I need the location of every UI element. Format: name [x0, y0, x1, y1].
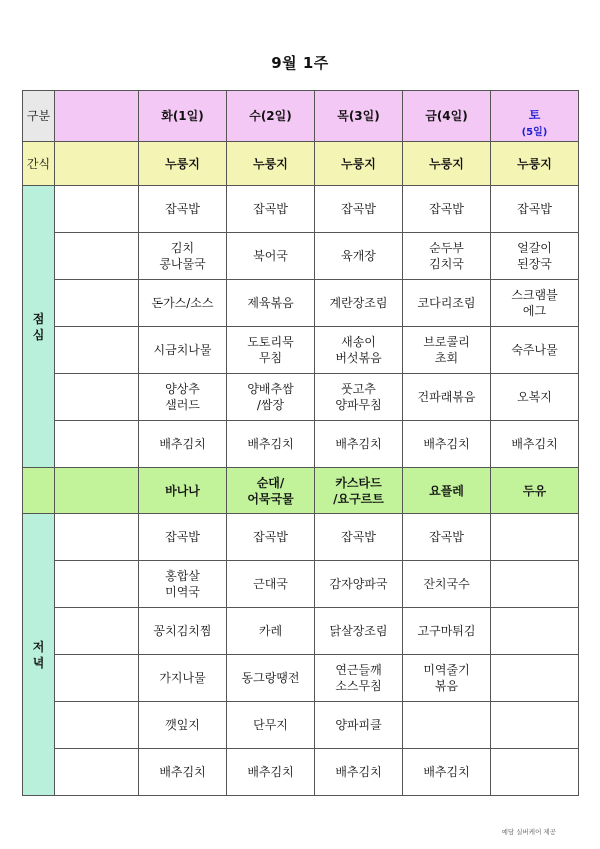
- snack-spacer: [55, 142, 139, 186]
- lunch-subcategory: [55, 233, 139, 280]
- lunch-dish-cell: 잡곡밥: [491, 186, 579, 233]
- snack-row: [23, 142, 579, 186]
- lunch-dish-cell: 잡곡밥: [139, 186, 227, 233]
- lunch-row: [23, 327, 579, 374]
- lunch-row: [23, 374, 579, 421]
- dinner-subcategory: [55, 608, 139, 655]
- dinner-dish-cell: 배추김치: [403, 749, 491, 796]
- dinner-dish-cell: 근대국: [227, 561, 315, 608]
- dinner-dish-cell: 배추김치: [139, 749, 227, 796]
- lunch-dish-cell: 새송이 버섯볶음: [315, 327, 403, 374]
- lunch-dish-cell: 배추김치: [315, 421, 403, 468]
- dinner-dish-cell: 카레: [227, 608, 315, 655]
- dinner-dish-cell: 배추김치: [315, 749, 403, 796]
- day-header: 목(3일): [315, 91, 403, 142]
- dinner-dish-cell: [403, 702, 491, 749]
- dinner-subcategory: [55, 702, 139, 749]
- dinner-row: [23, 702, 579, 749]
- snack-cell: 누룽지: [491, 142, 579, 186]
- lunch-subcategory: [55, 186, 139, 233]
- dinner-dish-cell: [491, 655, 579, 702]
- lunch-dish-cell: 스크램블 에그: [491, 280, 579, 327]
- lunch-subcategory: [55, 327, 139, 374]
- dinner-dish-cell: 미역줄기 볶음: [403, 655, 491, 702]
- dinner-dish-cell: [491, 702, 579, 749]
- lunch-dish-cell: 브로콜리 초회: [403, 327, 491, 374]
- lunch-row: [23, 421, 579, 468]
- lunch-dish-cell: 순두부 김치국: [403, 233, 491, 280]
- lunch-dish-cell: 잡곡밥: [227, 186, 315, 233]
- lunch-dish-cell: 양배추쌈 /쌈장: [227, 374, 315, 421]
- lunch-dish-cell: 배추김치: [139, 421, 227, 468]
- weekly-menu-table: [22, 90, 579, 796]
- lunch-dish-cell: 김치 콩나물국: [139, 233, 227, 280]
- dinner-dish-cell: [491, 561, 579, 608]
- dinner-dish-cell: 배추김치: [227, 749, 315, 796]
- fruit-cell: 순대/ 어묵국물: [227, 468, 315, 514]
- lunch-dish-cell: 육개장: [315, 233, 403, 280]
- dinner-dish-cell: 동그랑땡전: [227, 655, 315, 702]
- dinner-dish-cell: 잡곡밥: [315, 514, 403, 561]
- lunch-row: [23, 186, 579, 233]
- lunch-dish-cell: 얼갈이 된장국: [491, 233, 579, 280]
- lunch-label: 점 심: [23, 186, 55, 468]
- lunch-subcategory: [55, 280, 139, 327]
- dinner-dish-cell: 홍합살 미역국: [139, 561, 227, 608]
- dinner-row: [23, 608, 579, 655]
- snack-cell: 누룽지: [315, 142, 403, 186]
- dinner-dish-cell: 양파피클: [315, 702, 403, 749]
- lunch-dish-cell: 배추김치: [491, 421, 579, 468]
- dinner-dish-cell: 고구마튀김: [403, 608, 491, 655]
- lunch-dish-cell: 북어국: [227, 233, 315, 280]
- lunch-subcategory: [55, 374, 139, 421]
- dinner-dish-cell: 단무지: [227, 702, 315, 749]
- snack-cell: 누룽지: [227, 142, 315, 186]
- day-header-saturday: [491, 91, 579, 142]
- lunch-dish-cell: 잡곡밥: [315, 186, 403, 233]
- lunch-dish-cell: 배추김치: [227, 421, 315, 468]
- footer-credit: 예담 실버케어 제공: [501, 828, 556, 836]
- lunch-dish-cell: 제육볶음: [227, 280, 315, 327]
- dinner-subcategory: [55, 655, 139, 702]
- fruit-cell: 바나나: [139, 468, 227, 514]
- dinner-dish-cell: [491, 608, 579, 655]
- lunch-subcategory: [55, 421, 139, 468]
- dinner-dish-cell: 잡곡밥: [227, 514, 315, 561]
- dinner-dish-cell: 연근들깨 소스무침: [315, 655, 403, 702]
- lunch-dish-cell: 풋고추 양파무침: [315, 374, 403, 421]
- fruit-cell: 카스타드 /요구르트: [315, 468, 403, 514]
- lunch-dish-cell: 양상추 샐러드: [139, 374, 227, 421]
- lunch-dish-cell: 오복지: [491, 374, 579, 421]
- saturday-date: (5일): [521, 127, 548, 138]
- day-header: 화(1일): [139, 91, 227, 142]
- dinner-subcategory: [55, 749, 139, 796]
- day-header: 수(2일): [227, 91, 315, 142]
- fruit-cell: 두유: [491, 468, 579, 514]
- dinner-dish-cell: [491, 514, 579, 561]
- snack-label: 간식: [23, 142, 55, 186]
- dinner-dish-cell: 잡곡밥: [139, 514, 227, 561]
- lunch-row: [23, 280, 579, 327]
- dinner-dish-cell: 가지나물: [139, 655, 227, 702]
- dinner-label: 저 녁: [23, 514, 55, 796]
- lunch-dish-cell: 숙주나물: [491, 327, 579, 374]
- dinner-dish-cell: 잡곡밥: [403, 514, 491, 561]
- page-title: 9월 1주: [271, 54, 329, 72]
- dinner-subcategory: [55, 561, 139, 608]
- lunch-dish-cell: 건파래볶음: [403, 374, 491, 421]
- dinner-dish-cell: 잔치국수: [403, 561, 491, 608]
- dinner-row: [23, 514, 579, 561]
- header-spacer: [55, 91, 139, 142]
- lunch-dish-cell: 잡곡밥: [403, 186, 491, 233]
- lunch-dish-cell: 코다리조림: [403, 280, 491, 327]
- header-row: [23, 91, 579, 142]
- lunch-dish-cell: 계란장조림: [315, 280, 403, 327]
- fruit-cell: 요플레: [403, 468, 491, 514]
- category-header: 구분: [23, 91, 55, 142]
- dinner-dish-cell: 꽁치김치찜: [139, 608, 227, 655]
- fruit-row: [23, 468, 579, 514]
- snack-cell: 누룽지: [139, 142, 227, 186]
- fruit-spacer: [55, 468, 139, 514]
- saturday-label: 토: [528, 108, 541, 122]
- lunch-dish-cell: 돈가스/소스: [139, 280, 227, 327]
- dinner-subcategory: [55, 514, 139, 561]
- lunch-dish-cell: 도토리묵 무침: [227, 327, 315, 374]
- dinner-dish-cell: 깻잎지: [139, 702, 227, 749]
- snack-cell: 누룽지: [403, 142, 491, 186]
- dinner-dish-cell: 감자양파국: [315, 561, 403, 608]
- fruit-label: [23, 468, 55, 514]
- day-header: 금(4일): [403, 91, 491, 142]
- lunch-dish-cell: 시금치나물: [139, 327, 227, 374]
- dinner-row: [23, 655, 579, 702]
- dinner-row: [23, 561, 579, 608]
- dinner-dish-cell: [491, 749, 579, 796]
- dinner-dish-cell: 닭살장조림: [315, 608, 403, 655]
- dinner-row: [23, 749, 579, 796]
- lunch-row: [23, 233, 579, 280]
- lunch-dish-cell: 배추김치: [403, 421, 491, 468]
